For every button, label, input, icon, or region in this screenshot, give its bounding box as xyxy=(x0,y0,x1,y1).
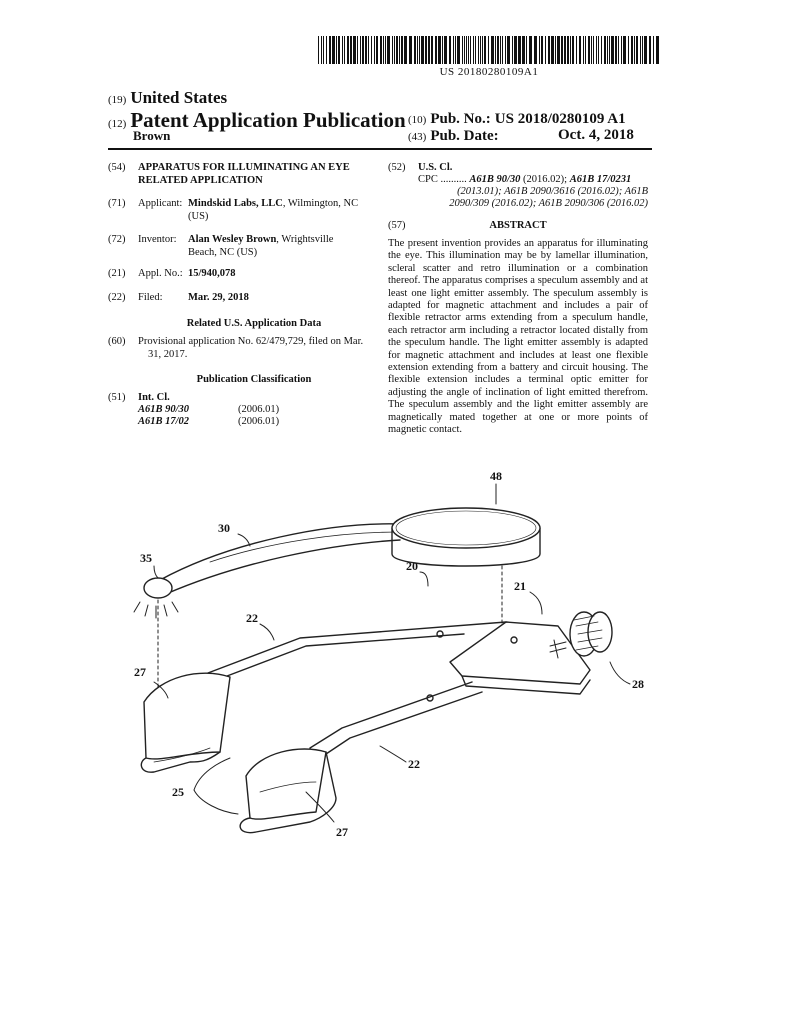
barcode-bar xyxy=(482,36,483,64)
barcode-bar xyxy=(409,36,412,64)
barcode-bar xyxy=(368,36,369,64)
ref-21: 21 xyxy=(514,579,526,593)
barcode-bar xyxy=(462,36,463,64)
ref-25: 25 xyxy=(172,785,184,799)
barcode-bar xyxy=(453,36,454,64)
barcode-bar xyxy=(484,36,486,64)
intcl-code-2: A61B 17/02 xyxy=(138,416,190,427)
barcode-bar xyxy=(342,36,343,64)
cpc-line-1 xyxy=(418,174,648,187)
barcode-bar xyxy=(545,36,546,64)
barcode-bar xyxy=(394,36,395,64)
ref-28: 28 xyxy=(632,677,644,691)
retractor-arm-lower xyxy=(310,682,482,758)
prov-line-1: Provisional application No. 62/479,729, filed on Mar. xyxy=(138,336,364,347)
barcode-bar xyxy=(421,36,424,64)
retractor-upper xyxy=(141,673,230,772)
barcode-bar xyxy=(401,36,403,64)
barcode-bar xyxy=(591,36,592,64)
related-heading: Related U.S. Application Data xyxy=(186,318,322,329)
applicant-label: Applicant: xyxy=(138,198,183,209)
barcode-bar xyxy=(444,36,447,64)
barcode-bar xyxy=(362,36,364,64)
barcode-bar xyxy=(387,36,390,64)
barcode-bar xyxy=(464,36,465,64)
barcode-bar xyxy=(628,36,629,64)
barcode-bar xyxy=(374,36,375,64)
barcode-bar xyxy=(442,36,443,64)
barcode-bar xyxy=(318,36,319,64)
barcode-bar xyxy=(507,36,510,64)
ref-20: 20 xyxy=(406,559,418,573)
barcode-bar xyxy=(636,36,638,64)
barcode-bar xyxy=(649,36,651,64)
barcode-bar xyxy=(640,36,641,64)
applicant-code: (71) xyxy=(108,198,126,209)
optic-emitter xyxy=(134,578,178,618)
barcode-bar xyxy=(570,36,571,64)
appl-label: Appl. No.: xyxy=(138,268,183,279)
speculum-handle xyxy=(450,622,590,694)
barcode-bar xyxy=(326,36,327,64)
barcode-bar xyxy=(488,36,489,64)
barcode-bar xyxy=(473,36,474,64)
barcode-bar xyxy=(623,36,626,64)
filed-date: Mar. 29, 2018 xyxy=(188,292,249,303)
ref-35: 35 xyxy=(140,551,152,565)
barcode-bar xyxy=(518,36,521,64)
pub-date: Oct. 4, 2018 xyxy=(558,127,634,143)
barcode-bar xyxy=(383,36,384,64)
intcl-code: (51) xyxy=(108,392,126,403)
barcode-bar xyxy=(642,36,643,64)
barcode-bar xyxy=(576,36,577,64)
barcode-bar xyxy=(529,36,532,64)
barcode-bar xyxy=(644,36,647,64)
barcode-bar xyxy=(380,36,382,64)
barcode-bar xyxy=(534,36,537,64)
barcode-bar xyxy=(579,36,581,64)
barcode-bar xyxy=(539,36,540,64)
barcode-bar xyxy=(514,36,517,64)
inventor-code: (72) xyxy=(108,234,126,245)
retractor-lower xyxy=(240,749,336,833)
pubclass-heading: Publication Classification xyxy=(196,374,312,385)
barcode-bar xyxy=(344,36,345,64)
right-column xyxy=(388,162,650,232)
barcode-bar xyxy=(611,36,614,64)
barcode-bar xyxy=(572,36,574,64)
barcode-bar xyxy=(505,36,506,64)
barcode-bar xyxy=(615,36,617,64)
barcode-number: US 20180280109A1 xyxy=(439,66,539,78)
barcode-bar xyxy=(564,36,566,64)
ref-48: 48 xyxy=(490,469,502,483)
pub-no-code: (10) xyxy=(408,114,427,126)
barcode-bar xyxy=(435,36,437,64)
barcode-bar xyxy=(583,36,584,64)
uscl-code: (52) xyxy=(388,162,406,173)
barcode-bar xyxy=(365,36,367,64)
barcode-bar xyxy=(526,36,527,64)
pub-date-code: (43) xyxy=(408,131,427,143)
barcode-bar xyxy=(332,36,335,64)
barcode-bar xyxy=(621,36,622,64)
country-line xyxy=(108,88,227,108)
cpc-line-3: 2090/309 (2016.02); A61B 2090/306 (2016.02) xyxy=(449,198,648,209)
barcode-bar xyxy=(338,36,340,64)
barcode-bar xyxy=(385,36,386,64)
ref-27-lower: 27 xyxy=(336,825,348,839)
barcode-bar xyxy=(466,36,467,64)
applicant-location: , Wilmington, NC xyxy=(282,198,359,209)
barcode-bar xyxy=(548,36,550,64)
barcode-bar xyxy=(561,36,563,64)
barcode-bar xyxy=(512,36,513,64)
ref-22-upper: 22 xyxy=(246,611,258,625)
inventor xyxy=(188,234,370,259)
filed-code: (22) xyxy=(108,292,126,303)
barcode-bar xyxy=(497,36,499,64)
barcode-bar xyxy=(541,36,543,64)
appl-code: (21) xyxy=(108,268,126,279)
abstract-heading: ABSTRACT xyxy=(489,220,547,231)
inventor-label: Inventor: xyxy=(138,234,177,245)
barcode-bar xyxy=(607,36,608,64)
barcode-bar xyxy=(457,36,460,64)
barcode-bar xyxy=(350,36,352,64)
publication-type: Patent Application Publication xyxy=(130,108,406,132)
barcode-bar xyxy=(347,36,349,64)
barcode-bar xyxy=(376,36,378,64)
prov-line-2: 31, 2017. xyxy=(148,348,188,360)
filed-label: Filed: xyxy=(138,292,163,303)
barcode-bar xyxy=(604,36,606,64)
left-column xyxy=(108,162,370,432)
inventor-location: , Wrightsville xyxy=(276,234,334,245)
barcode-bar xyxy=(357,36,358,64)
barcode-bar xyxy=(598,36,599,64)
ref-30: 30 xyxy=(218,521,230,535)
pub-date-line xyxy=(408,127,634,145)
barcode-bar xyxy=(470,36,471,64)
cpc-b: (2016.02); xyxy=(520,174,570,185)
header-rule xyxy=(108,148,652,150)
barcode-bar xyxy=(396,36,398,64)
barcode xyxy=(318,36,660,64)
inventor-country: Beach, NC (US) xyxy=(188,246,258,258)
barcode-bar xyxy=(323,36,324,64)
barcode-bar xyxy=(596,36,597,64)
title-line-1: APPARATUS FOR ILLUMINATING AN EYE xyxy=(138,162,350,173)
pub-number-line xyxy=(408,110,626,128)
barcode-bar xyxy=(449,36,451,64)
applicant-name: Mindskid Labs, LLC xyxy=(188,198,283,209)
barcode-bar xyxy=(414,36,416,64)
barcode-bar xyxy=(404,36,407,64)
barcode-bar xyxy=(419,36,420,64)
barcode-bar xyxy=(475,36,476,64)
light-emitter-arm xyxy=(160,524,400,594)
cpc-a: A61B 90/30 xyxy=(469,174,521,185)
barcode-bar xyxy=(438,36,441,64)
pub-date-label: Pub. Date: xyxy=(430,128,499,144)
barcode-bar xyxy=(618,36,619,64)
inventor-name: Alan Wesley Brown xyxy=(188,234,277,245)
ref-27-upper: 27 xyxy=(134,665,146,679)
barcode-bar xyxy=(551,36,554,64)
ref-22-lower: 22 xyxy=(408,757,420,771)
battery-housing xyxy=(392,508,540,566)
title-code: (54) xyxy=(108,162,126,173)
intcl-year-1: (2006.01) xyxy=(238,404,280,415)
barcode-bar xyxy=(656,36,659,64)
barcode-bar xyxy=(593,36,594,64)
country-code: (19) xyxy=(108,94,127,106)
cpc-c: A61B 17/0231 xyxy=(569,174,632,185)
barcode-bar xyxy=(555,36,556,64)
intcl-code-1: A61B 90/30 xyxy=(138,404,190,415)
barcode-bar xyxy=(522,36,525,64)
barcode-bar xyxy=(495,36,496,64)
barcode-bar xyxy=(329,36,331,64)
inventor-short: Brown xyxy=(133,128,171,143)
barcode-bar xyxy=(557,36,560,64)
cpc-line-2: (2013.01); A61B 2090/3616 (2016.02); A61B xyxy=(457,186,648,197)
type-code: (12) xyxy=(108,118,127,130)
barcode-bar xyxy=(417,36,418,64)
patent-drawing xyxy=(110,462,670,862)
pub-no: US 2018/0280109 A1 xyxy=(494,111,626,127)
barcode-bar xyxy=(336,36,337,64)
intcl-label: Int. Cl. xyxy=(138,392,170,403)
abstract-text: The present invention provides an apparatus for illuminating the eye. This illumination may be by lamellar illumination, scleral scatter and retro illumination or a combination thereof. The apparatus comprises a speculum assembly and at least one light emitter assembly. The speculum assembly is adapted for magnetic attachment and includes a pair of flexible retractor arms extending from a speculum handle, each retractor arm including a retractor located distally from the speculum handle. The light emitter assembly is adapted for magnetic attachment and includes at least one flexible extension extending from a battery and circuit housing. The flexible extension includes a terminal optic emitter for adjusting the angle of inclination of light emitted therefrom. The speculum assembly and the light emitter assembly are magnetically mated together at one or more points of magnetic contact. xyxy=(388,238,648,436)
barcode-bar xyxy=(353,36,356,64)
uscl-label: U.S. Cl. xyxy=(418,162,453,173)
barcode-bar xyxy=(567,36,569,64)
barcode-bar xyxy=(455,36,456,64)
barcode-bar xyxy=(609,36,610,64)
barcode-bar xyxy=(585,36,586,64)
country: United States xyxy=(130,88,228,107)
barcode-bar xyxy=(631,36,633,64)
barcode-bar xyxy=(653,36,654,64)
barcode-bar xyxy=(425,36,427,64)
barcode-bar xyxy=(468,36,469,64)
applicant-country: (US) xyxy=(188,210,209,222)
provisional xyxy=(138,336,370,361)
barcode-bar xyxy=(392,36,393,64)
barcode-bar xyxy=(480,36,481,64)
cpc-label: CPC .......... xyxy=(418,174,467,185)
barcode-bar xyxy=(601,36,602,64)
barcode-bar xyxy=(502,36,503,64)
barcode-bar xyxy=(399,36,400,64)
abstract-code: (57) xyxy=(388,220,406,231)
applicant xyxy=(188,198,370,223)
barcode-bar xyxy=(588,36,590,64)
title xyxy=(138,162,350,187)
pub-no-label: Pub. No.: xyxy=(430,111,491,127)
prov-code: (60) xyxy=(108,336,126,347)
barcode-bar xyxy=(478,36,479,64)
barcode-bar xyxy=(500,36,501,64)
barcode-bar xyxy=(321,36,322,64)
appl-no: 15/940,078 xyxy=(188,268,236,279)
barcode-bar xyxy=(371,36,372,64)
barcode-bar xyxy=(491,36,494,64)
title-line-2: RELATED APPLICATION xyxy=(138,174,263,186)
intcl-year-2: (2006.01) xyxy=(238,416,280,427)
barcode-bar xyxy=(634,36,635,64)
barcode-bar xyxy=(431,36,433,64)
barcode-bar xyxy=(428,36,430,64)
barcode-bar xyxy=(360,36,361,64)
